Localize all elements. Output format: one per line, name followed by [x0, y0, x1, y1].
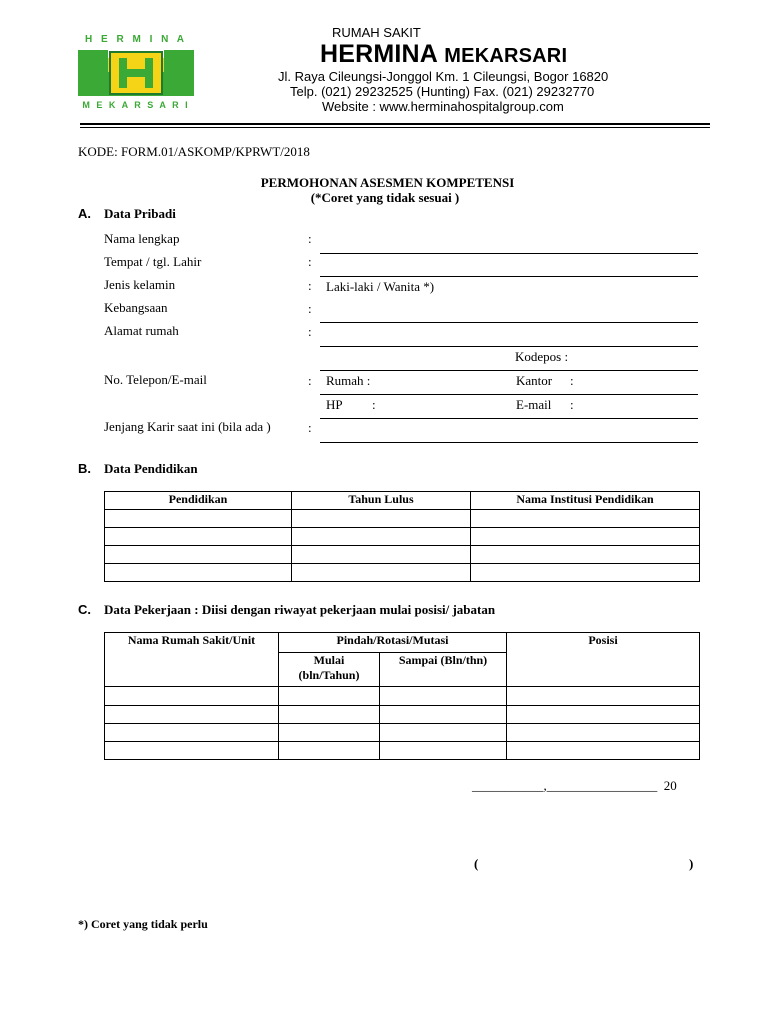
col-institusi: Nama Institusi Pendidikan [471, 492, 700, 510]
table-cell[interactable] [507, 687, 700, 706]
input-hp-email[interactable] [320, 418, 698, 419]
section-b-title: Data Pendidikan [104, 461, 198, 476]
table-cell[interactable] [279, 742, 380, 760]
table-row [105, 528, 700, 546]
table-cell[interactable] [105, 724, 279, 742]
table-row [105, 742, 700, 760]
signature-date-line[interactable]: ___________,_________________ 20 [472, 778, 677, 793]
col-tahun-lulus: Tahun Lulus [292, 492, 471, 510]
table-row [105, 564, 700, 582]
label-alamat: Alamat rumah [104, 323, 179, 338]
label-kantor: Kantor [516, 373, 553, 388]
svg-text:H E R M I N A: H E R M I N A [85, 34, 187, 45]
header-divider-thin [80, 127, 710, 128]
label-telepon: No. Telepon/E-mail [104, 372, 207, 387]
header-divider [80, 123, 710, 125]
table-cell[interactable] [471, 528, 700, 546]
table-row [105, 546, 700, 564]
header-website: Website : www.herminahospitalgroup.com [322, 99, 564, 114]
label-rumah: Rumah : [326, 373, 371, 388]
signature-open-paren: ( [474, 856, 479, 871]
table-cell[interactable] [507, 706, 700, 724]
table-row [105, 706, 700, 724]
col-mulai [279, 653, 380, 687]
colon: : [570, 397, 574, 412]
table-row [105, 724, 700, 742]
form-subtitle: (*Coret yang tidak sesuai ) [310, 190, 460, 205]
colon: : [308, 324, 312, 339]
table-cell[interactable] [105, 528, 292, 546]
label-jenjang: Jenjang Karir saat ini (bila ada ) [104, 419, 271, 434]
employment-table [104, 632, 700, 760]
table-cell[interactable] [292, 510, 471, 528]
label-jenis-kelamin: Jenis kelamin [104, 277, 176, 292]
label-kodepos: Kodepos : [515, 349, 569, 364]
input-jenjang[interactable] [320, 442, 698, 443]
table-cell[interactable] [105, 706, 279, 724]
input-telepon[interactable] [320, 394, 698, 395]
col-unit: Nama Rumah Sakit/Unit [105, 633, 279, 687]
jenis-kelamin-options[interactable]: Laki-laki / Wanita *) [326, 279, 435, 294]
label-kebangsaan: Kebangsaan [104, 300, 168, 315]
section-c-title: Data Pekerjaan : Diisi dengan riwayat pekerjaan mulai posisi/ jabatan [104, 602, 496, 617]
colon: : [308, 420, 312, 435]
col-mulai-label: Mulai [313, 653, 345, 667]
table-cell[interactable] [105, 564, 292, 582]
colon: : [308, 373, 312, 388]
header-rumah-sakit: RUMAH SAKIT [332, 25, 421, 40]
colon: : [372, 397, 376, 412]
col-mulai-unit: (bln/Tahun) [298, 668, 360, 682]
table-cell[interactable] [292, 528, 471, 546]
table-cell[interactable] [105, 510, 292, 528]
table-cell[interactable] [507, 742, 700, 760]
table-cell[interactable] [292, 564, 471, 582]
label-nama: Nama lengkap [104, 231, 180, 246]
table-cell[interactable] [292, 546, 471, 564]
label-hp: HP [326, 397, 343, 412]
table-cell[interactable] [279, 706, 380, 724]
table-cell[interactable] [471, 564, 700, 582]
footnote: *) Coret yang tidak perlu [78, 917, 208, 931]
section-a-title: Data Pribadi [104, 206, 176, 221]
table-cell[interactable] [380, 742, 507, 760]
table-cell[interactable] [105, 742, 279, 760]
input-nama[interactable] [320, 253, 698, 254]
table-cell[interactable] [380, 724, 507, 742]
header-address: Jl. Raya Cileungsi-Jonggol Km. 1 Cileungsi, Bogor 16820 [278, 69, 609, 84]
colon: : [308, 231, 312, 246]
table-cell[interactable] [279, 724, 380, 742]
hospital-name-sub: MEKARSARI [444, 45, 568, 67]
section-c-letter: C. [78, 602, 91, 617]
hospital-name-main: HERMINA [320, 40, 438, 68]
header-phone: Telp. (021) 29232525 (Hunting) Fax. (021) 29232770 [290, 84, 595, 99]
input-alamat[interactable] [320, 346, 698, 347]
table-cell[interactable] [105, 687, 279, 706]
table-cell[interactable] [279, 687, 380, 706]
colon: : [570, 373, 574, 388]
table-cell[interactable] [471, 510, 700, 528]
table-cell[interactable] [507, 724, 700, 742]
table-row [105, 687, 700, 706]
section-a-letter: A. [78, 206, 91, 221]
input-kodepos[interactable] [320, 370, 698, 371]
label-email: E-mail [516, 397, 552, 412]
label-ttl: Tempat / tgl. Lahir [104, 254, 202, 269]
input-ttl[interactable] [320, 276, 698, 277]
signature-close-paren: ) [689, 856, 694, 871]
colon: : [308, 254, 312, 269]
col-posisi: Posisi [507, 633, 700, 687]
colon: : [308, 278, 312, 293]
table-row [105, 510, 700, 528]
section-b-letter: B. [78, 461, 91, 476]
col-pindah: Pindah/Rotasi/Mutasi [279, 633, 507, 653]
education-table [104, 491, 700, 582]
table-cell[interactable] [471, 546, 700, 564]
form-title: PERMOHONAN ASESMEN KOMPETENSI [260, 175, 515, 190]
table-cell[interactable] [380, 687, 507, 706]
svg-text:M E K A R S A R I: M E K A R S A R I [82, 100, 190, 110]
form-code: KODE: FORM.01/ASKOMP/KPRWT/2018 [78, 144, 310, 159]
input-kebangsaan[interactable] [320, 322, 698, 323]
hospital-logo [75, 30, 197, 112]
hospital-name [320, 40, 567, 69]
colon: : [308, 301, 312, 316]
table-cell[interactable] [105, 546, 292, 564]
col-sampai: Sampai (Bln/thn) [380, 653, 507, 687]
table-cell[interactable] [380, 706, 507, 724]
col-pendidikan: Pendidikan [105, 492, 292, 510]
